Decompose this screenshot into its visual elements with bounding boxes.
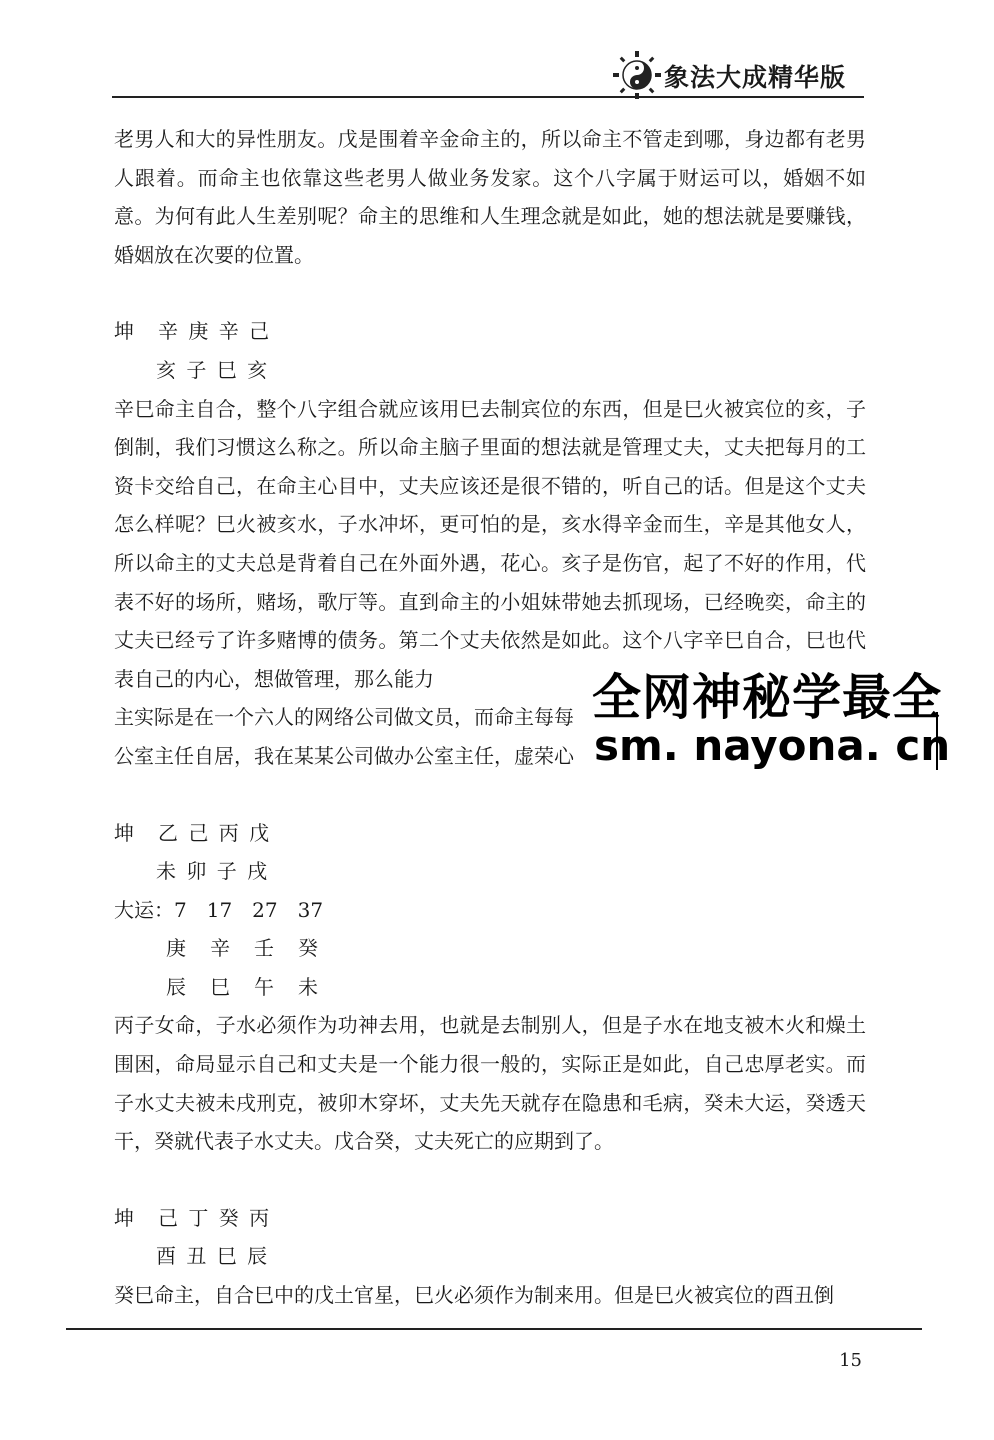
header-divider <box>112 96 864 98</box>
chart-2-branches: 未 卯 子 戌 <box>156 859 270 884</box>
chart-2-stems: 坤 乙 己 丙 戊 <box>114 820 272 845</box>
chart-3-branches: 酉 丑 巳 辰 <box>156 1244 270 1269</box>
paragraph-4: 癸巳命主，自合巳中的戊土官星，巳火必须作为制来用。但是巳火被宾位的酉丑倒 <box>114 1283 834 1308</box>
footer-divider <box>66 1328 922 1330</box>
text-cursor <box>936 712 938 770</box>
chart-1-stems: 坤 辛 庚 辛 己 <box>114 319 272 344</box>
taiji-logo-icon <box>612 50 662 100</box>
watermark-line-2: sm. nayona. cn <box>594 721 951 770</box>
paragraph-3: 丙子女命，子水必须作为功神去用，也就是去制别人，但是子水在地支被木火和燥土围困，命局显示自己和丈夫是一个能力很一般的，实际正是如此，自己忠厚老实。而子水丈夫被未戌刑克，被卯木穿坏，丈夫先天就存在隐患和毛病，癸未大运，癸透天干，癸就代表子水丈夫。戊合癸，丈夫死亡的应期到了。 <box>114 1013 866 1154</box>
paragraph-2-line-8: 主实际是在一个六人的网络公司做文员，而命主每每 <box>114 705 574 730</box>
book-title: 象法大成精华版 <box>663 63 846 92</box>
watermark <box>592 657 992 777</box>
chart-3-stems: 坤 己 丁 癸 丙 <box>114 1205 272 1230</box>
page-number: 15 <box>839 1350 862 1371</box>
dayun-stems: 庚 辛 壬 癸 <box>166 936 320 961</box>
dayun-branches: 辰 巳 午 未 <box>166 974 320 999</box>
watermark-line-1: 全网神秘学最全 <box>592 669 943 726</box>
chart-1-branches: 亥 子 巳 亥 <box>156 357 270 382</box>
dayun-label: 大运：7 17 27 37 <box>114 897 324 922</box>
paragraph-1: 老男人和大的异性朋友。戊是围着辛金命主的，所以命主不管走到哪，身边都有老男人跟着。而命主也依靠这些老男人做业务发家。这个八字属于财运可以，婚姻不如意。为何有此人生差别呢？命主的思维和人生理念就是如此，她的想法就是要赚钱，婚姻放在次要的位置。 <box>114 127 866 267</box>
paragraph-2-line-9: 公室主任自居，我在某某公司做办公室主任，虚荣心 <box>114 743 574 768</box>
paragraph-2: 辛巳命主自合，整个八字组合就应该用巳去制宾位的东西，但是巳火被宾位的亥，子倒制，我们习惯这么称之。所以命主脑子里面的想法就是管理丈夫，丈夫把每月的工资卡交给自己，在命主心目中，丈夫应该还是很不错的，听自己的话。但是这个丈夫怎么样呢？巳火被亥水，子水冲坏，更可怕的是，亥水得辛金而生，辛是其他女人，所以命主的丈夫总是背着自己在外面外遇，花心。亥子是伤官，起了不好的作用，代表不好的场所，赌场，歌厅等。直到命主的小姐妹带她去抓现场，已经晚奕，命主的丈夫已经亏了许多赌博的债务。第二个丈夫依然是如此。这个八字辛巳自合，巳也代表自己的内心，想做管理，那么能力 <box>114 396 866 691</box>
